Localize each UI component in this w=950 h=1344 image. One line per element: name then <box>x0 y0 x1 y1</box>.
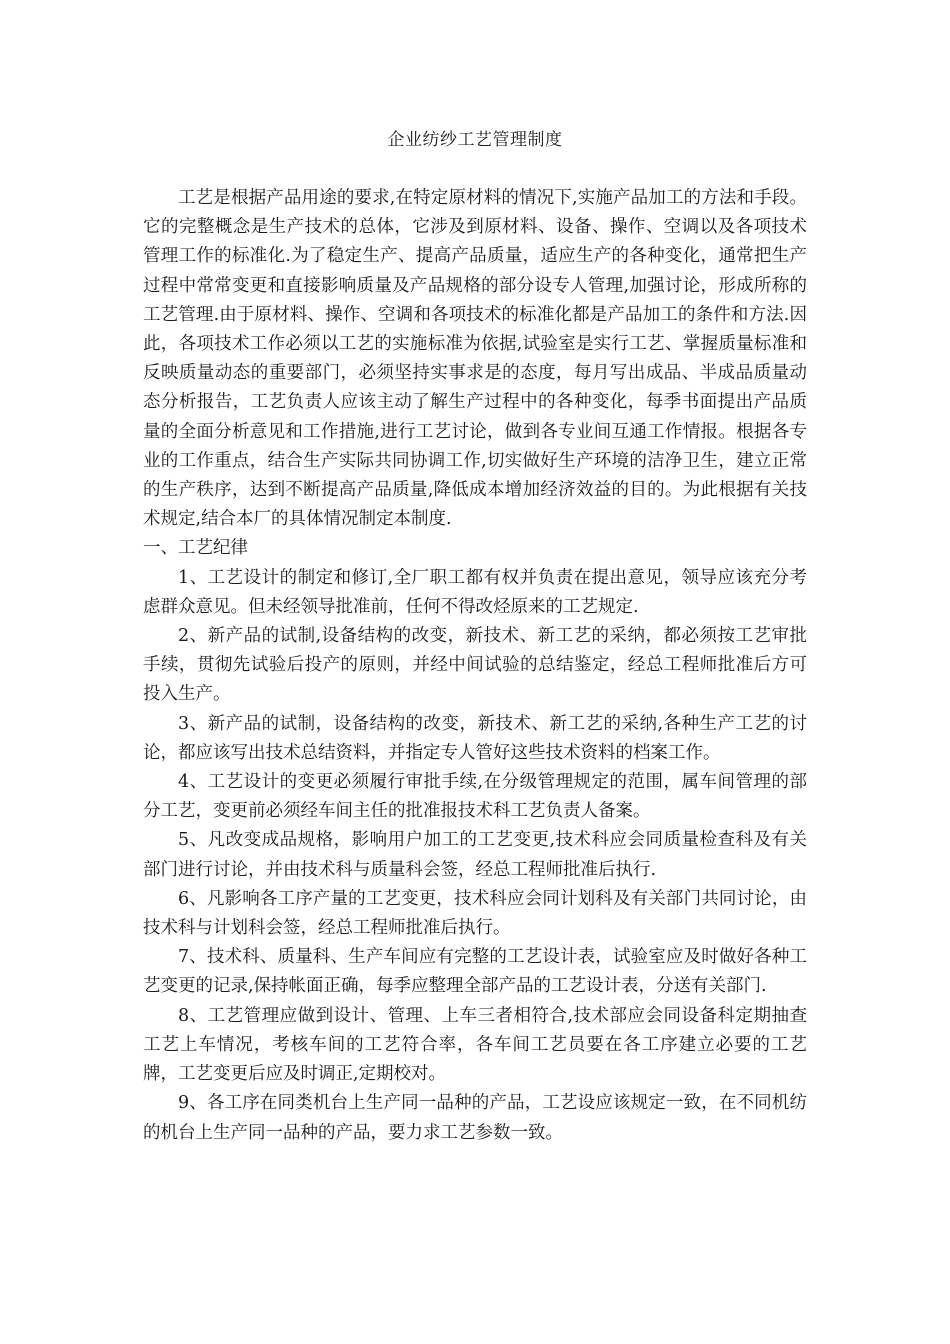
document-title: 企业纺纱工艺管理制度 <box>387 130 563 150</box>
list-item: 1、工艺设计的制定和修订,全厂职工都有权并负责在提出意见，领导应该充分考虑群众意见。但未经领导批准前，任何不得改烃原来的工艺规定. <box>143 567 807 617</box>
list-item: 5、凡改变成品规格，影响用户加工的工艺变更,技术科应会同质量检查科及有关部门进行讨论，并由技术科与质量科会签，经总工程师批准后执行. <box>143 830 807 880</box>
intro-paragraph: 工艺是根据产品用途的要求,在特定原材料的情况下,实施产品加工的方法和手段。它的完整概念是生产技术的总体，它涉及到原材料、设备、操作、空调以及各项技术管理工作的标准化.为了稳定生产、提高产品质量，适应生产的各种变化，通常把生产过程中常常变更和直接影响质量及产品规格的部分设专人管理,加强讨论，形成所称的工艺管理.由于原材料、操作、空调和各项技术的标准化都是产品加工的条件和方法.因此，各项技术工作必须以工艺的实施标准为依据,试验室是实行工艺、掌握质量标准和反映质量动态的重要部门，必须坚持实事求是的态度，每月写出成品、半成品质量动态分析报告，工艺负责人应该主动了解生产过程中的各种变化，每季书面提出产品质量的全面分析意见和工作措施,进行工艺讨论，做到各专业间互通工作情报。根据各专业的工作重点，结合生产实际共同协调工作,切实做好生产环境的洁净卫生，建立正常的生产秩序，达到不断提高产品质量,降低成本增加经济效益的目的。为此根据有关技术规定,结合本厂的具体情况制定本制度. <box>143 188 807 530</box>
list-item: 8、工艺管理应做到设计、管理、上车三者相符合,技术部应会同设备科定期抽查工艺上车情况，考核车间的工艺符合率，各车间工艺员要在各工序建立必要的工艺牌，工艺变更后应及时调正,定期校对。 <box>143 1005 807 1085</box>
list-item: 7、技术科、质量科、生产车间应有完整的工艺设计表，试验室应及时做好各种工艺变更的记录,保持帐面正确，每季应整理全部产品的工艺设计表，分送有关部门. <box>143 947 807 997</box>
list-item: 9、各工序在同类机台上生产同一品种的产品，工艺设应该规定一致，在不同机纺的机台上生产同一品种的产品，要力求工艺参数一致。 <box>143 1093 807 1143</box>
list-item: 6、凡影响各工序产量的工艺变更，技术科应会同计划科及有关部门共同讨论，由技术科与计划科会签，经总工程师批准后执行。 <box>143 888 807 939</box>
list-item: 4、工艺设计的变更必须履行审批手续,在分级管理规定的范围，属车间管理的部分工艺，变更前必须经车间主任的批准报技术科工艺负责人备案。 <box>143 772 807 822</box>
section-heading: 一、工艺纪律 <box>143 538 248 559</box>
list-item: 3、新产品的试制，设备结构的改变，新技术、新工艺的采纳,各种生产工艺的讨论，都应该写出技术总结资料，并指定专人管好这些技术资料的档案工作。 <box>143 713 807 763</box>
list-item: 2、新产品的试制,设备结构的改变，新技术、新工艺的采纳，都必须按工艺审批手续，贯彻先试验后投产的原则，并经中间试验的总结鉴定，经总工程师批准后方可投入生产。 <box>143 626 807 705</box>
document-body <box>143 184 807 1148</box>
